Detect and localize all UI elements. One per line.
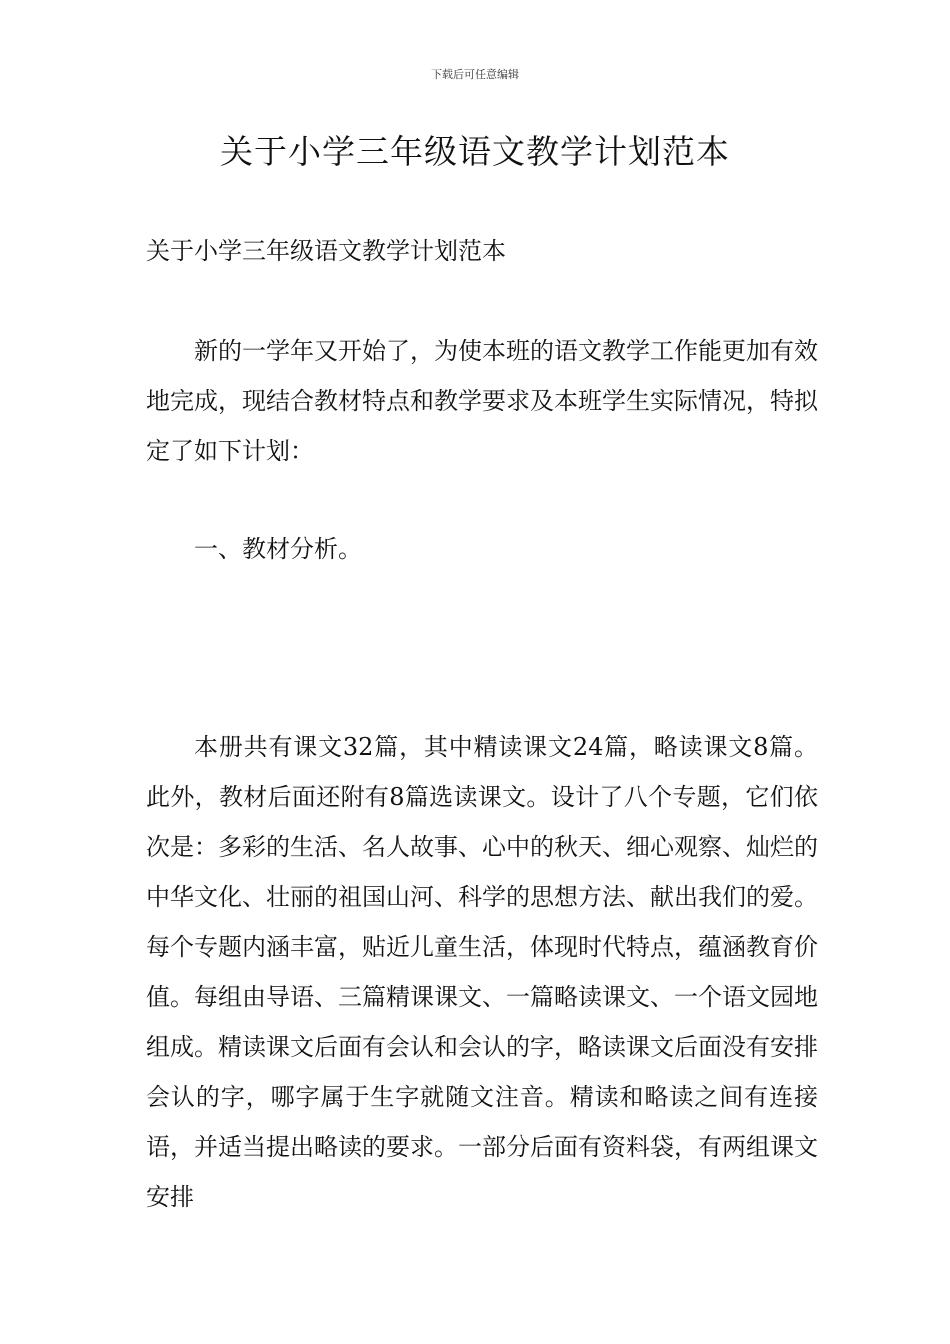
document-subtitle: 关于小学三年级语文教学计划范本: [146, 237, 506, 265]
intro-paragraph: 新的一学年又开始了，为使本班的语文教学工作能更加有效地完成，现结合教材特点和教学要求及本班学生实际情况，特拟定了如下计划：: [146, 337, 818, 465]
textbook-analysis-paragraph: 本册共有课文32篇，其中精读课文24篇，略读课文8篇。此外，教材后面还附有8篇选读课文。设计了八个专题，它们依次是：多彩的生活、名人故事、心中的秋天、细心观察、灿烂的中华文化、壮丽的祖国山河、科学的思想方法、献出我们的爱。每个专题内涵丰富，贴近儿童生活，体现时代特点，蕴涵教育价值。每组由导语、三篇精课课文、一篇略读课文、一个语文园地组成。精读课文后面有会认和会认的字，略读课文后面没有安排会认的字，哪字属于生字就随文注音。精读和略读之间有连接语，并适当提出略读的要求。一部分后面有资料袋，有两组课文安排: [146, 733, 818, 1211]
document-title: 关于小学三年级语文教学计划范本: [220, 132, 730, 171]
section-heading-textbook-analysis: 一、教材分析。: [194, 535, 362, 563]
header-note: 下载后可任意编辑: [431, 68, 519, 81]
